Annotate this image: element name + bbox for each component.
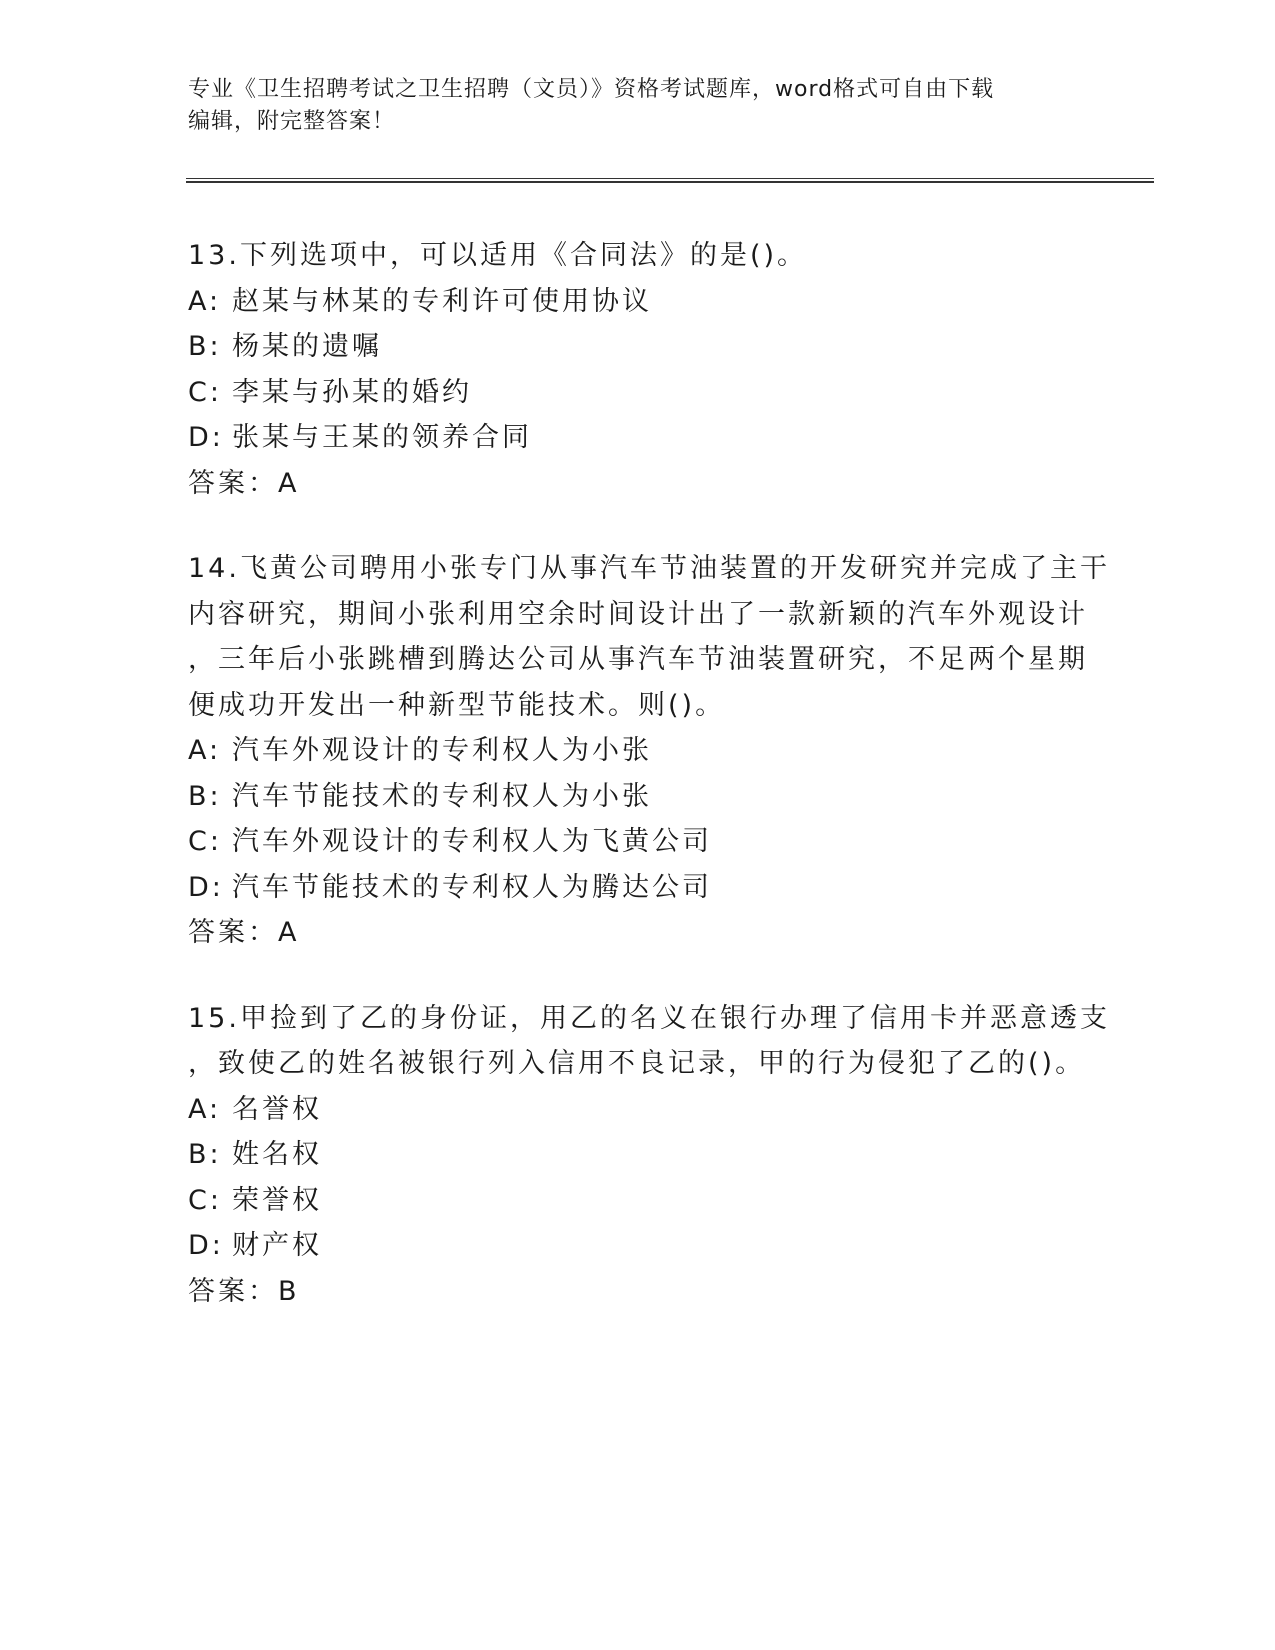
- document-header: [188, 74, 1068, 138]
- option-c: [188, 370, 1088, 416]
- header-divider: [186, 178, 1154, 183]
- option-a: [188, 1087, 1088, 1133]
- option-text: 汽车节能技术的专利权人为小张: [232, 780, 652, 812]
- option-c: [188, 1178, 1088, 1224]
- question-text: 15.甲捡到了乙的身份证，用乙的名义在银行办理了信用卡并恶意透支: [188, 1002, 1110, 1034]
- option-key: B:: [188, 780, 222, 812]
- option-c: [188, 819, 1088, 865]
- answer-line: 答案：A: [188, 467, 300, 499]
- option-key: D:: [188, 871, 224, 903]
- question-13: [188, 233, 1088, 506]
- option-text: 汽车外观设计的专利权人为飞黄公司: [232, 826, 712, 857]
- option-text: 荣誉权: [232, 1184, 322, 1216]
- header-line: 编辑，附完整答案！: [188, 109, 396, 134]
- option-text: 张某与王某的领养合同: [232, 422, 532, 453]
- option-d: [188, 415, 1088, 461]
- question-text: 内容研究，期间小张利用空余时间设计出了一款新颖的汽车外观设计: [188, 598, 1088, 630]
- option-d: [188, 865, 1088, 911]
- option-text: 杨某的遗嘱: [232, 331, 382, 362]
- option-text: 名誉权: [232, 1093, 322, 1125]
- option-a: [188, 728, 1088, 774]
- option-text: 汽车外观设计的专利权人为小张: [232, 735, 652, 766]
- option-key: C:: [188, 376, 222, 408]
- option-text: 财产权: [232, 1230, 322, 1261]
- option-key: B:: [188, 331, 222, 362]
- question-text: ，致使乙的姓名被银行列入信用不良记录，甲的行为侵犯了乙的()。: [188, 1048, 1086, 1079]
- option-key: C:: [188, 1184, 222, 1216]
- answer-line: 答案：A: [188, 917, 300, 948]
- option-b: [188, 774, 1088, 820]
- option-b: [188, 1132, 1088, 1178]
- question-text: ，三年后小张跳槽到腾达公司从事汽车节油装置研究，不足两个星期: [188, 644, 1088, 675]
- header-line: 专业《卫生招聘考试之卫生招聘（文员）》资格考试题库，word格式可自由下载: [188, 77, 995, 102]
- question-15: [188, 996, 1110, 1315]
- option-d: [188, 1223, 1088, 1269]
- option-text: 赵某与林某的专利许可使用协议: [232, 285, 652, 317]
- option-key: A:: [188, 285, 222, 317]
- option-key: D:: [188, 1230, 224, 1261]
- question-text: 便成功开发出一种新型节能技术。则()。: [188, 689, 726, 721]
- option-key: A:: [188, 735, 222, 766]
- option-key: D:: [188, 422, 224, 453]
- question-text: 14.飞黄公司聘用小张专门从事汽车节油装置的开发研究并完成了主干: [188, 553, 1110, 584]
- question-14: [188, 546, 1110, 956]
- option-key: A:: [188, 1093, 222, 1125]
- option-key: B:: [188, 1139, 222, 1170]
- option-text: 汽车节能技术的专利权人为腾达公司: [232, 871, 712, 903]
- option-key: C:: [188, 826, 222, 857]
- option-text: 李某与孙某的婚约: [232, 376, 472, 408]
- option-text: 姓名权: [232, 1139, 322, 1170]
- question-list: [188, 233, 1110, 1354]
- answer-line: 答案：B: [188, 1275, 300, 1307]
- option-a: [188, 279, 1088, 325]
- option-b: [188, 324, 1088, 370]
- question-text: 13.下列选项中，可以适用《合同法》的是()。: [188, 240, 808, 271]
